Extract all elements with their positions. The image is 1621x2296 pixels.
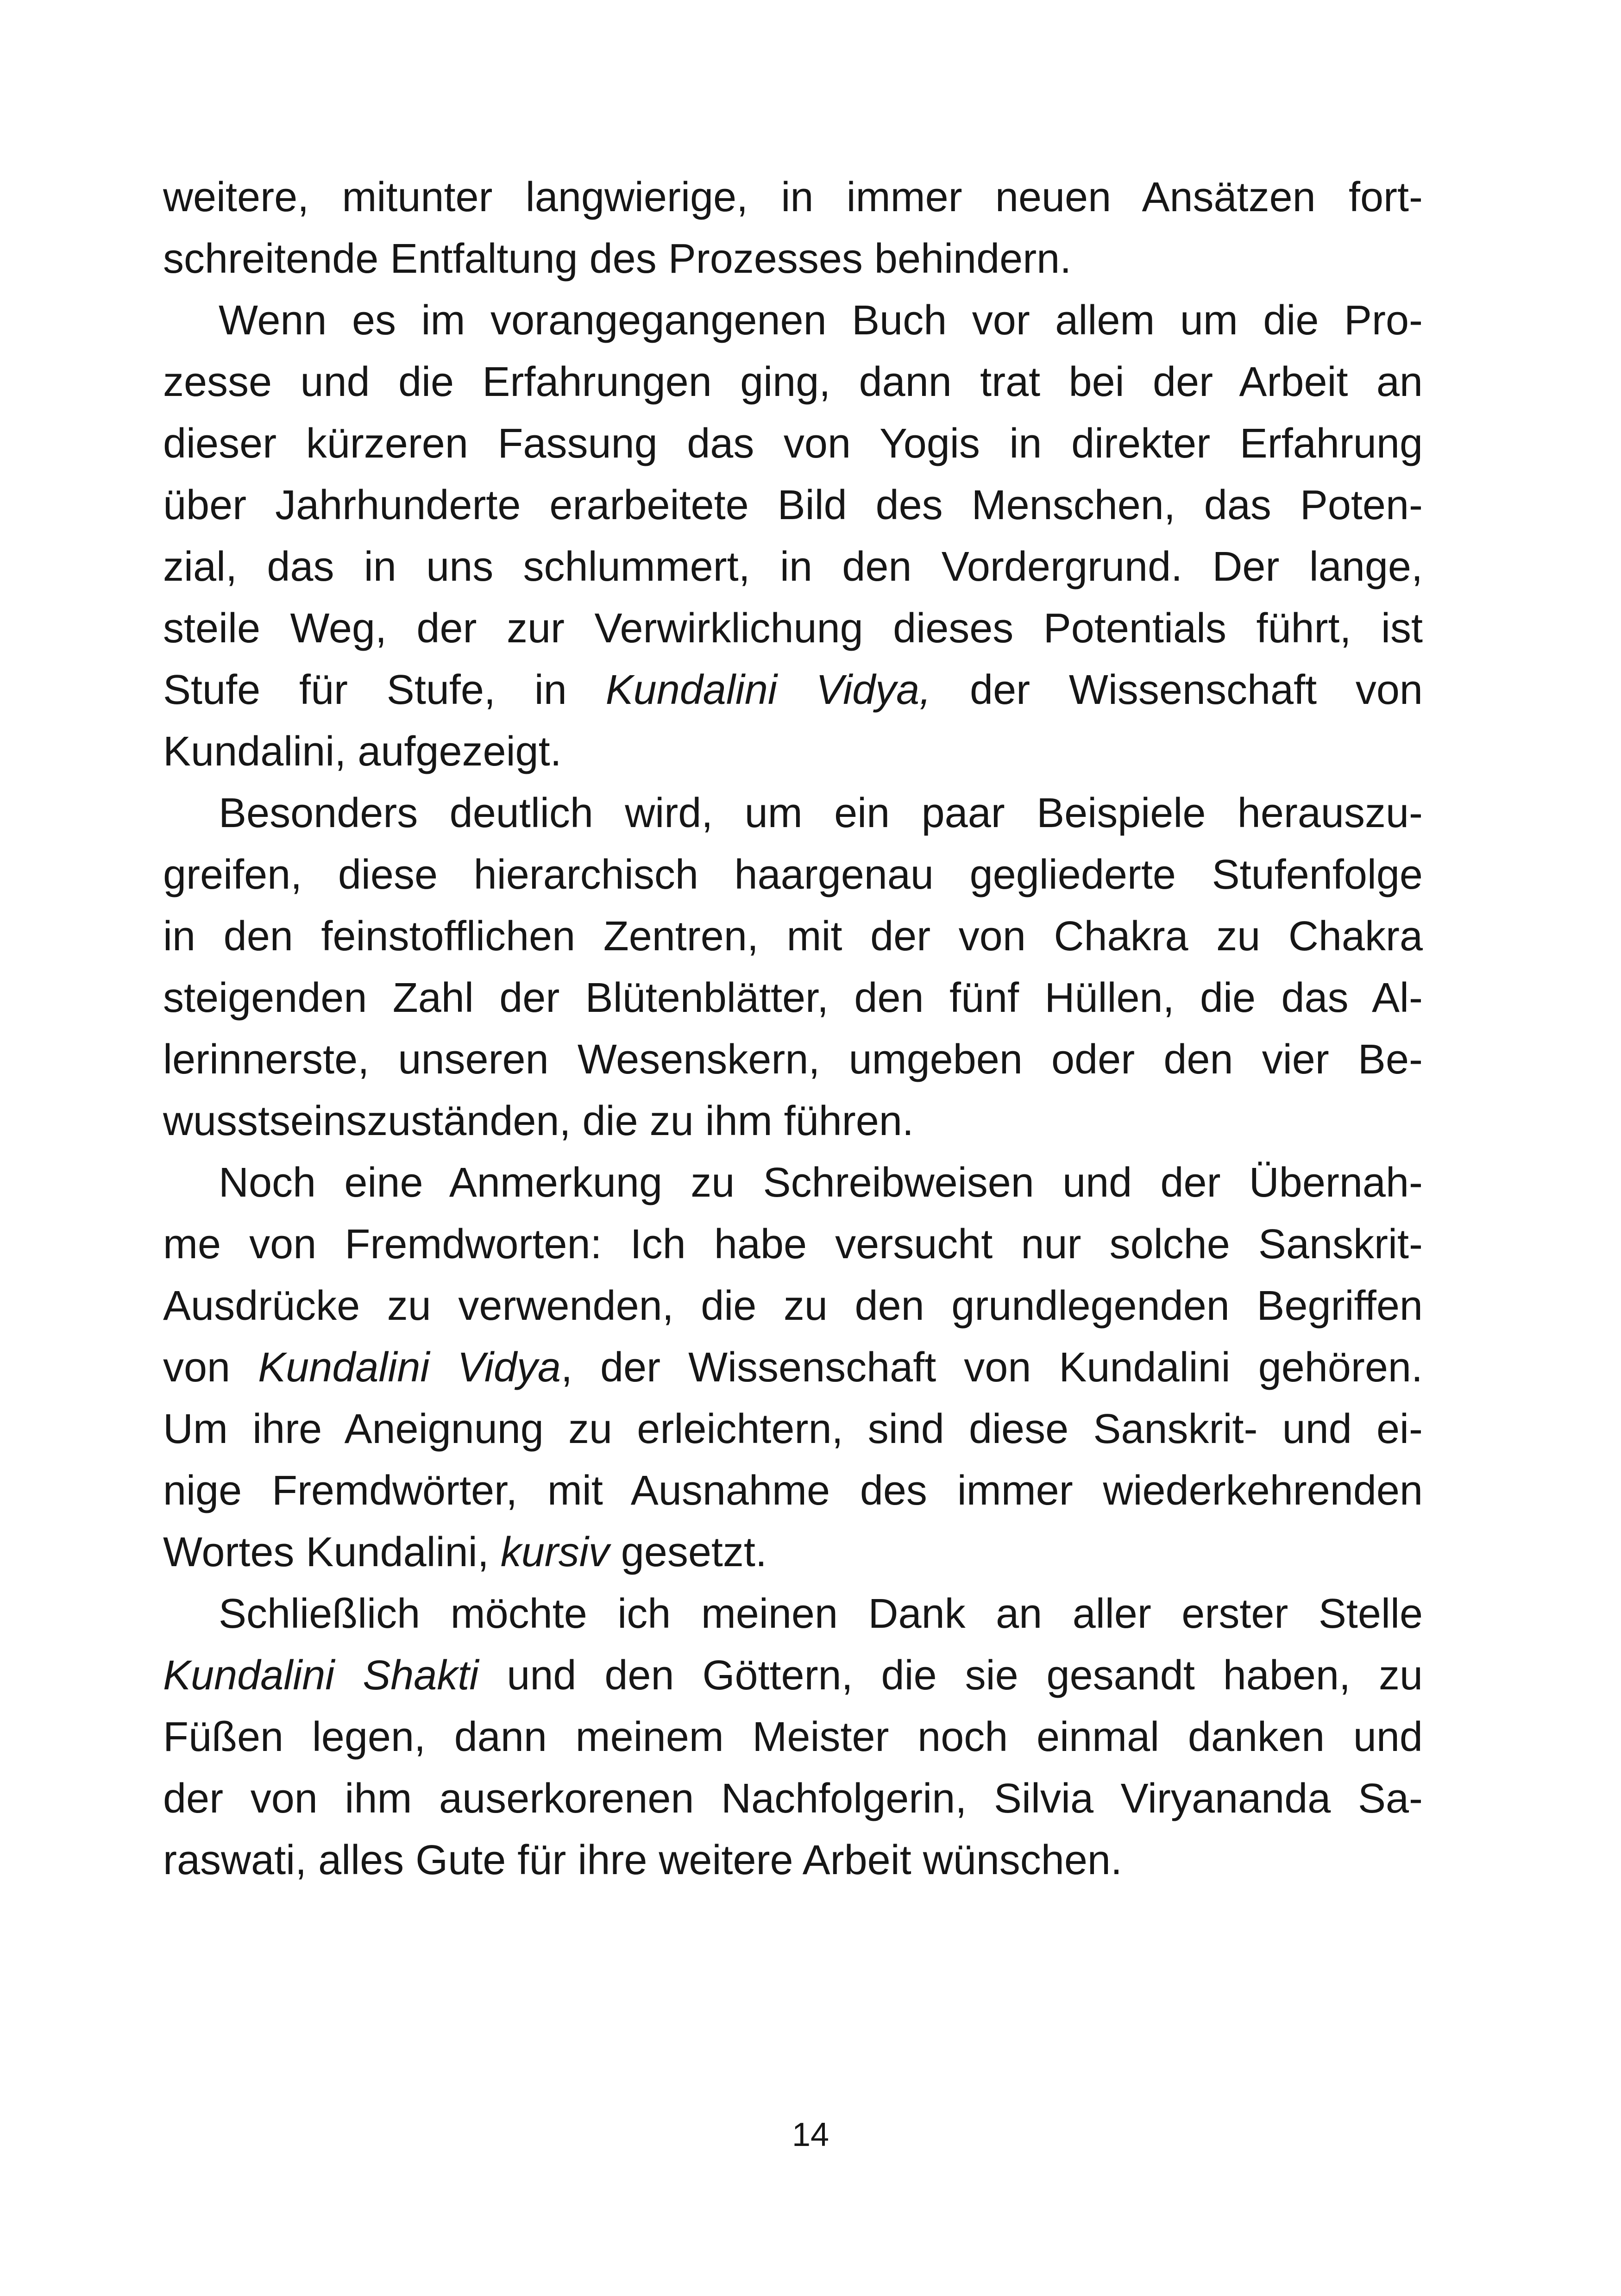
text-line [163, 1645, 1423, 1706]
text-segment: Wortes Kundalini, [163, 1529, 501, 1575]
text-line [163, 1091, 1423, 1152]
text-segment: steigenden Zahl der Blütenblätter, den fünf Hüllen, die das Al- [163, 975, 1423, 1021]
text-segment: der von ihm auserkorenen Nachfolgerin, Silvia Viryananda Sa- [163, 1775, 1423, 1822]
text-line [163, 1214, 1423, 1275]
text-segment: über Jahrhunderte erarbeitete Bild des Menschen, das Poten- [163, 482, 1423, 528]
text-line [163, 844, 1423, 906]
text-segment: wusstseinszuständen, die zu ihm führen. [163, 1098, 914, 1144]
text-segment: Noch eine Anmerkung zu Schreibweisen und der Übernah- [219, 1160, 1423, 1206]
text-line [163, 1337, 1423, 1399]
text-line [163, 967, 1423, 1029]
paragraph [163, 1583, 1423, 1891]
text-segment: zial, das in uns schlummert, in den Vordergrund. Der lange, [163, 544, 1423, 590]
text-line [163, 167, 1423, 228]
text-line [163, 1152, 1423, 1214]
text-segment: weitere, mitunter langwierige, in immer neuen Ansätzen fort- [163, 174, 1423, 220]
text-segment: und den Göttern, die sie gesandt haben, zu [478, 1652, 1423, 1699]
text-line [163, 1830, 1423, 1891]
text-segment: raswati, alles Gute für ihre weitere Arbeit wünschen. [163, 1837, 1122, 1883]
text-segment: Besonders deutlich wird, um ein paar Beispiele herauszu- [219, 790, 1423, 836]
text-segment: Um ihre Aneignung zu erleichtern, sind diese Sanskrit- und ei- [163, 1406, 1423, 1452]
text-segment: greifen, diese hierarchisch haargenau gegliederte Stufenfolge [163, 852, 1423, 898]
text-line [163, 290, 1423, 351]
text-segment: Ausdrücke zu verwenden, die zu den grundlegenden Begriffen [163, 1283, 1423, 1329]
text-segment: lerinnerste, unseren Wesenskern, umgeben oder den vier Be- [163, 1036, 1423, 1083]
text-line [163, 783, 1423, 844]
text-segment: dieser kürzeren Fassung das von Yogis in direkter Erfahrung [163, 420, 1423, 467]
paragraph [163, 167, 1423, 290]
text-segment: der Wissenschaft von [931, 667, 1423, 713]
text-line [163, 1706, 1423, 1768]
text-line [163, 721, 1423, 783]
text-line [163, 1275, 1423, 1337]
text-line [163, 598, 1423, 659]
text-line [163, 413, 1423, 475]
text-segment: Füßen legen, dann meinem Meister noch einmal danken und [163, 1714, 1423, 1760]
text-line [163, 1583, 1423, 1645]
italic-term: Kundalini Shakti [163, 1652, 479, 1699]
paragraph [163, 783, 1423, 1152]
text-line [163, 1029, 1423, 1091]
text-line [163, 1522, 1423, 1583]
text-line [163, 351, 1423, 413]
text-segment: nige Fremdwörter, mit Ausnahme des immer wiederkehrenden [163, 1468, 1423, 1514]
text-line [163, 1460, 1423, 1522]
text-segment: schreitende Entfaltung des Prozesses behindern. [163, 236, 1072, 282]
italic-term: Kundalini Vidya, [605, 667, 931, 713]
text-segment: , der Wissenschaft von Kundalini gehören. [560, 1344, 1423, 1391]
text-segment: Wenn es im vorangegangenen Buch vor allem um die Pro- [219, 297, 1423, 344]
text-line [163, 1768, 1423, 1830]
paragraph [163, 1152, 1423, 1583]
text-line [163, 906, 1423, 967]
italic-term: kursiv [500, 1529, 609, 1575]
body-text [163, 167, 1423, 1891]
text-segment: zesse und die Erfahrungen ging, dann trat bei der Arbeit an [163, 359, 1423, 405]
text-segment: steile Weg, der zur Verwirklichung dieses Potentials führt, ist [163, 605, 1423, 652]
text-line [163, 1399, 1423, 1460]
text-segment: in den feinstofflichen Zentren, mit der von Chakra zu Chakra [163, 913, 1423, 960]
paragraph [163, 290, 1423, 783]
page-number: 14 [792, 2116, 829, 2153]
text-segment: gesetzt. [609, 1529, 767, 1575]
text-segment: von [163, 1344, 258, 1391]
text-line [163, 228, 1423, 290]
text-line [163, 475, 1423, 536]
text-segment: Stufe für Stufe, in [163, 667, 606, 713]
text-segment: Kundalini, aufgezeigt. [163, 728, 562, 775]
text-line [163, 659, 1423, 721]
italic-term: Kundalini Vidya [258, 1344, 561, 1391]
text-segment: Schließlich möchte ich meinen Dank an aller erster Stelle [219, 1591, 1423, 1637]
text-line [163, 536, 1423, 598]
text-segment: me von Fremdworten: Ich habe versucht nur solche Sanskrit- [163, 1221, 1423, 1267]
